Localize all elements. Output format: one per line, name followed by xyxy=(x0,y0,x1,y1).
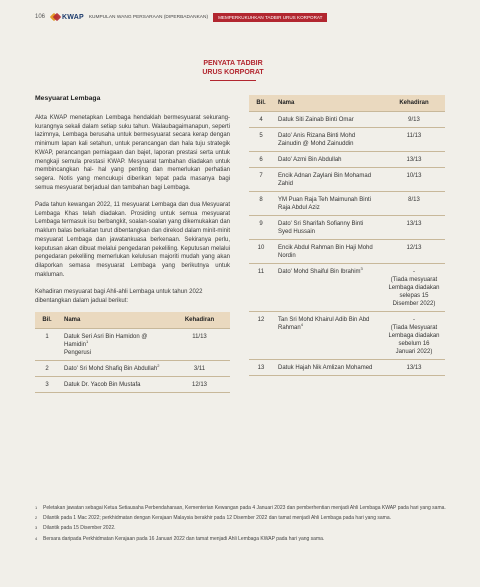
table-row xyxy=(249,240,445,264)
row-attendance: 3/11 xyxy=(169,361,230,377)
row-name: Dato' Sri Sharifah Sofianny Binti Syed Hussain xyxy=(273,216,383,240)
table-row xyxy=(249,192,445,216)
logo-text: KWAP xyxy=(62,13,84,21)
kwap-logo xyxy=(51,13,84,22)
table-intro: Kehadiran mesyuarat bagi Ahli-ahli Lembaga untuk tahun 2022 dibentangkan dalam jadual berikut: xyxy=(35,289,203,304)
row-no: 8 xyxy=(249,192,273,216)
row-attendance: 12/13 xyxy=(383,240,445,264)
row-no: 12 xyxy=(249,312,273,360)
attendance-note: (Tiada Mesyuarat Lembaga diadakan sebelum 16 Januari 2022) xyxy=(388,325,440,355)
row-name xyxy=(59,329,169,361)
row-name: Datuk Hajah Nik Amlizan Mohamed xyxy=(273,360,383,376)
row-name: Dato' Anis Rizana Binti Mohd Zainudin @ Mohd Zainuddin xyxy=(273,128,383,152)
row-name xyxy=(273,312,383,360)
footnote-text: Bersara daripada Perkhidmatan Kerajaan pada 16 Januari 2022 dan tamat menjadi Ahli Lembaga KWAP pada hari yang sama. xyxy=(43,535,325,542)
row-attendance: 10/13 xyxy=(383,168,445,192)
footnote-ref: 4 xyxy=(300,322,303,327)
row-no: 7 xyxy=(249,168,273,192)
row-attendance: 13/13 xyxy=(383,152,445,168)
table-row xyxy=(249,168,445,192)
header-attendance: Kehadiran xyxy=(383,95,445,112)
footnote xyxy=(35,515,450,522)
footnote-mark: 2 xyxy=(35,515,38,521)
row-no: 13 xyxy=(249,360,273,376)
row-no: 9 xyxy=(249,216,273,240)
left-column xyxy=(35,95,230,393)
footnote-mark: 4 xyxy=(35,535,38,541)
section-badge: MEMPERKUKUHKAN TADBIR URUS KORPORAT xyxy=(213,13,327,22)
right-column xyxy=(249,95,445,376)
attendance-table-left xyxy=(35,312,230,393)
row-name xyxy=(273,264,383,312)
row-no: 1 xyxy=(35,329,59,361)
logo-mark-icon xyxy=(51,13,61,22)
row-attendance: 8/13 xyxy=(383,192,445,216)
member-name: Datuk Seri Asri Bin Hamidon @ Hamidin xyxy=(64,334,148,349)
footnote-ref: 3 xyxy=(360,266,363,271)
row-name: Encik Abdul Rahman Bin Haji Mohd Nordin xyxy=(273,240,383,264)
row-no: 10 xyxy=(249,240,273,264)
row-attendance: 13/13 xyxy=(383,360,445,376)
row-no: 11 xyxy=(249,264,273,312)
footnote-ref: 2 xyxy=(157,363,160,369)
row-name: Datuk Dr. Yacob Bin Mustafa xyxy=(59,377,169,393)
row-no: 6 xyxy=(249,152,273,168)
footnote-mark: 3 xyxy=(35,525,38,531)
row-name: Dato' Azmi Bin Abdullah xyxy=(273,152,383,168)
footnote xyxy=(35,505,450,512)
table-row xyxy=(249,360,445,376)
row-name xyxy=(59,361,169,377)
attendance-table-right xyxy=(249,95,445,376)
footnote-text: Dilantik pada 1 Mac 2022; perkhidmatan dengan Kerajaan Malaysia berakhir pada 12 Disember 2022 dan tamat menjadi Ahli Lembaga pada hari yang sama. xyxy=(43,515,391,522)
paragraph-1: Akta KWAP menetapkan Lembaga hendaklah bermesyuarat sekurang-kurangnya sekali dalam setiap suku tahun. Walaubagaimanapun, seperti lazimnya, Lembaga berusaha untuk bermesyuarat secara kerap dengan minimum lapan kali setahun, untuk perancangan dan hala tuju strategik KWAP, perancangan perniagaan dan bajet, laporan prestasi serta untuk mengkaji semula prestasi KWAP. Mesyuarat tambahan diadakan untuk membincangkan hal- hal yang penting dan memerlukan perhatian segera. Notis yang mencukupi diberikan tepat pada masanya bagi semua mesyuarat berjadual dan tambahan bagi Lembaga. xyxy=(35,115,230,191)
table-row xyxy=(249,128,445,152)
row-attendance xyxy=(383,312,445,360)
table-row xyxy=(249,216,445,240)
footnote-text: Dilantik pada 15 Disember 2022. xyxy=(43,525,116,532)
header-no: Bil. xyxy=(35,312,59,329)
table-row xyxy=(35,361,230,377)
row-name: Datuk Siti Zainab Binti Omar xyxy=(273,112,383,128)
row-attendance: 9/13 xyxy=(383,112,445,128)
table-row xyxy=(249,152,445,168)
member-name: Tan Sri Mohd Khairul Adib Bin Abd Rahman xyxy=(278,317,370,331)
attendance-note: (Tiada mesyuarat Lembaga diadakan selepas 15 Disember 2022) xyxy=(388,277,440,307)
section-heading: Mesyuarat Lembaga xyxy=(35,95,101,102)
table-row xyxy=(35,377,230,393)
row-name: Encik Adnan Zaylani Bin Mohamad Zahid xyxy=(273,168,383,192)
row-attendance: 13/13 xyxy=(383,216,445,240)
row-no: 3 xyxy=(35,377,59,393)
page-header xyxy=(35,12,450,22)
header-no: Bil. xyxy=(249,95,273,112)
table-header-row xyxy=(35,312,230,329)
row-name: YM Puan Raja Teh Maimunah Binti Raja Abdul Aziz xyxy=(273,192,383,216)
footnote-mark: 1 xyxy=(35,505,38,510)
header-attendance: Kehadiran xyxy=(169,312,230,329)
table-header-row xyxy=(249,95,445,112)
table-row xyxy=(249,112,445,128)
attendance-value: - xyxy=(413,317,415,323)
table-row xyxy=(249,312,445,360)
attendance-value: - xyxy=(413,269,415,275)
header-name: Nama xyxy=(59,312,169,329)
title-underline xyxy=(210,80,256,81)
footnote xyxy=(35,536,450,543)
page-number: 106 xyxy=(35,14,46,20)
member-role: Pengerusi xyxy=(64,350,92,357)
row-attendance xyxy=(383,264,445,312)
header-title: KUMPULAN WANG PERSARAAN (DIPERBADANKAN) xyxy=(88,14,209,20)
member-name: Dato' Sri Mohd Shafiq Bin Abdullah xyxy=(64,366,158,373)
header-name: Nama xyxy=(273,95,383,112)
section-title-line-1: PENYATA TADBIR xyxy=(203,60,263,67)
footnote-text: Peletakan jawatan sebagai Ketua Setiausaha Perbendaharaan, Kementerian Kewangan pada 4 Januari 2023 dan pemberhentian menjadi Ahli Lembaga KWAP pada hari yang sama. xyxy=(43,505,446,511)
footnotes xyxy=(35,505,450,546)
section-title xyxy=(168,60,298,77)
row-no: 5 xyxy=(249,128,273,152)
footnote-ref: 1 xyxy=(86,339,89,345)
table-row xyxy=(35,329,230,361)
table-row xyxy=(249,264,445,312)
paragraph-2: Pada tahun kewangan 2022, 11 mesyuarat Lembaga dan dua Mesyuarat Lembaga Khas telah diadakan. Prosiding untuk semua mesyuarat Lembaga termasuk isu berbangkit, soalan-soalan yang dikemukakan dan maklum balas berkaitan turut dibentangkan dan direkod dalam minit-minit mesyuarat Lembaga dan jawatankuasa berkenaan. Sekiranya perlu, keputusan akan dibuat melalui pengedaran pekeliling. Keputusan melalui pengedaran pekeliling memerlukan kelulusan majoriti mudah yang akan dilaporkan semasa mesyuarat Lembaga yang berikutnya untuk makluman. xyxy=(35,202,230,278)
row-no: 4 xyxy=(249,112,273,128)
member-name: Dato' Mohd Shaiful Bin Ibrahim xyxy=(278,269,361,275)
row-attendance: 12/13 xyxy=(169,377,230,393)
row-no: 2 xyxy=(35,361,59,377)
row-attendance: 11/13 xyxy=(169,329,230,361)
footnote xyxy=(35,525,450,532)
row-attendance: 11/13 xyxy=(383,128,445,152)
section-title-line-2: URUS KORPORAT xyxy=(202,68,264,76)
